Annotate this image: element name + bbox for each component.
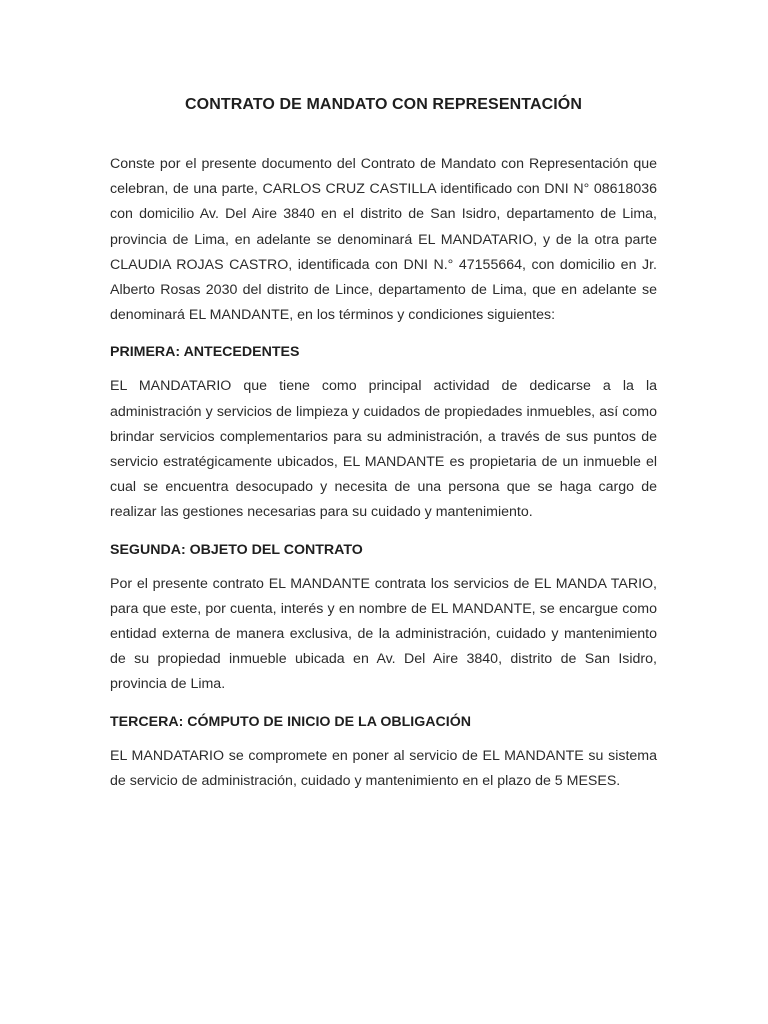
document-title: CONTRATO DE MANDATO CON REPRESENTACIÓN — [185, 96, 582, 113]
section-heading-segunda: SEGUNDA: OBJETO DEL CONTRATO — [110, 541, 363, 558]
section-heading-tercera: TERCERA: CÓMPUTO DE INICIO DE LA OBLIGACIÓN — [110, 713, 471, 730]
document-page — [110, 96, 657, 808]
section-body-tercera: EL MANDATARIO se compromete en poner al servicio de EL MANDANTE su sistema de servicio de administración, cuidado y mantenimiento en el plazo de 5 MESES. — [110, 747, 657, 789]
section-body-primera: EL MANDATARIO que tiene como principal actividad de dedicarse a la la administración y servicios de limpieza y cuidados de propiedades inmuebles, así como brindar servicios complementarios para su administración, a través de sus puntos de servicio estratégicamente ubicados, EL MANDANTE es propietaria de un inmueble el cual se encuentra desocupado y necesita de una persona que se haga cargo de realizar las gestiones necesarias para su cuidado y mantenimiento. — [110, 378, 657, 521]
intro-paragraph: Conste por el presente documento del Contrato de Mandato con Representación que celebran, de una parte, CARLOS CRUZ CASTILLA identificado con DNI N° 08618036 con domicilio Av. Del Aire 3840 en el distrito de San Isidro, departamento de Lima, provincia de Lima, en adelante se denominará EL MANDATARIO, y de la otra parte CLAUDIA ROJAS CASTRO, identificada con DNI N.° 47155664, con domicilio en Jr. Alberto Rosas 2030 del distrito de Lince, departamento de Lima, que en adelante se denominará EL MANDANTE, en los términos y condiciones siguientes: — [110, 156, 657, 324]
section-body-segunda: Por el presente contrato EL MANDANTE contrata los servicios de EL MANDA TARIO, para que este, por cuenta, interés y en nombre de EL MANDANTE, se encargue como entidad externa de manera exclusiva, de la administración, cuidado y mantenimiento de su propiedad inmueble ubicada en Av. Del Aire 3840, distrito de San Isidro, provincia de Lima. — [110, 575, 657, 693]
section-heading-primera: PRIMERA: ANTECEDENTES — [110, 344, 300, 361]
